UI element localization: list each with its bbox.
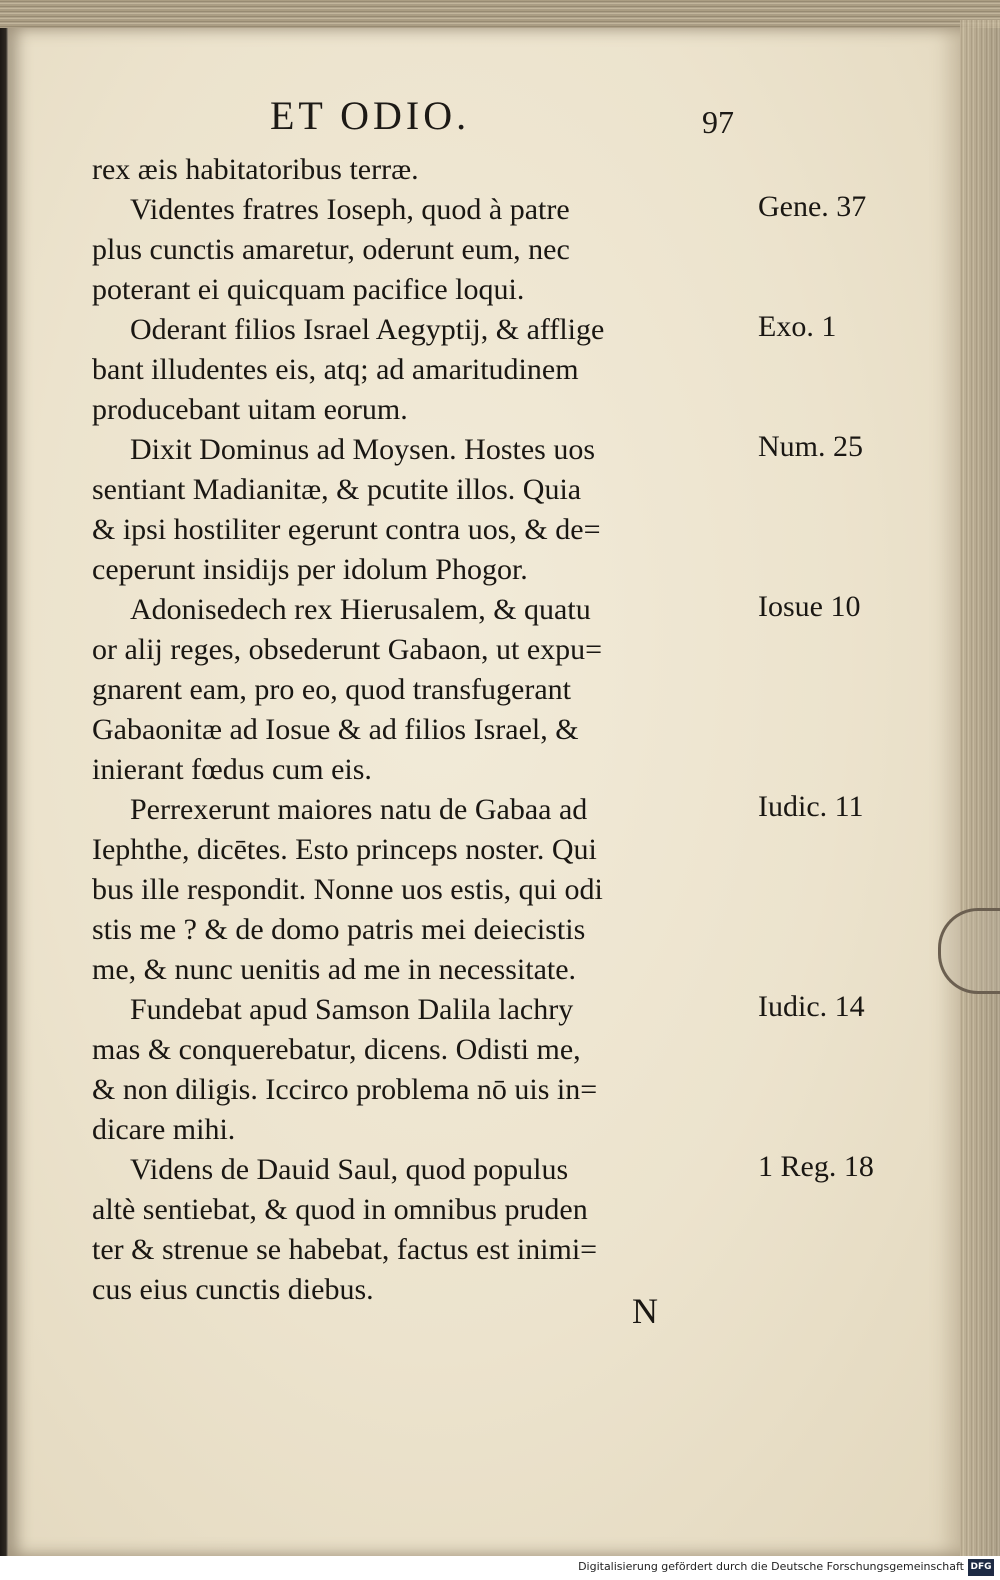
text-line: Fundebat apud Samson Dalila lachry bbox=[130, 993, 574, 1026]
text-line: poterant ei quicquam pacifice loqui. bbox=[92, 273, 525, 306]
page-number: 97 bbox=[702, 104, 734, 140]
text-line: dicare mihi. bbox=[92, 1113, 236, 1146]
margin-note: Exo. 1 bbox=[758, 310, 837, 343]
footer-bar bbox=[0, 1556, 1000, 1580]
text-line: ter & strenue se habebat, factus est inimi= bbox=[92, 1233, 598, 1266]
text-line: Adonisedech rex Hierusalem, & quatu bbox=[130, 593, 591, 626]
text-line: producebant uitam eorum. bbox=[92, 393, 408, 426]
text-line: ceperunt insidijs per idolum Phogor. bbox=[92, 553, 528, 586]
text-line: Dixit Dominus ad Moysen. Hostes uos bbox=[130, 433, 595, 466]
catchword: N bbox=[632, 1291, 658, 1331]
text-line: plus cunctis amaretur, oderunt eum, nec bbox=[92, 233, 570, 266]
margin-note: Iudic. 14 bbox=[758, 990, 865, 1023]
book-top-edge bbox=[0, 0, 1000, 28]
text-line: Perrexerunt maiores natu de Gabaa ad bbox=[130, 793, 588, 826]
text-line: Iephthe, dicētes. Esto princeps noster. Qui bbox=[92, 833, 597, 866]
text-line: me, & nunc uenitis ad me in necessitate. bbox=[92, 953, 577, 986]
dfg-logo: DFG bbox=[968, 1559, 994, 1576]
text-line: or alij reges, obsederunt Gabaon, ut expu= bbox=[92, 633, 603, 666]
text-line: Gabaonitæ ad Iosue & ad filios Israel, & bbox=[92, 713, 579, 746]
body-text bbox=[92, 150, 752, 1310]
margin-note: Iosue 10 bbox=[758, 590, 861, 623]
text-line: rex æis habitatoribus terræ. bbox=[92, 153, 419, 186]
text-line: Videntes fratres Ioseph, quod à patre bbox=[130, 193, 570, 226]
text-line: mas & conquerebatur, dicens. Odisti me, bbox=[92, 1033, 581, 1066]
text-line: sentiant Madianitæ, & pcutite illos. Quia bbox=[92, 473, 582, 506]
running-head: ET ODIO. bbox=[270, 93, 471, 138]
text-line: Videns de Dauid Saul, quod populus bbox=[130, 1153, 569, 1186]
text-line: & non diligis. Iccirco problema nō uis in= bbox=[92, 1073, 598, 1106]
text-line: cus eius cunctis diebus. bbox=[92, 1273, 374, 1306]
text-line: stis me ? & de domo patris mei deiecistis bbox=[92, 913, 586, 946]
text-line: bus ille respondit. Nonne uos estis, qui odi bbox=[92, 873, 603, 906]
text-line: & ipsi hostiliter egerunt contra uos, & de= bbox=[92, 513, 601, 546]
book-page-edges bbox=[960, 20, 1000, 1560]
funding-credit: Digitalisierung gefördert durch die Deutsche Forschungsgemeinschaft bbox=[578, 1560, 964, 1573]
text-line: gnarent eam, pro eo, quod transfugerant bbox=[92, 673, 571, 706]
text-line: Oderant filios Israel Aegyptij, & afflige bbox=[130, 313, 605, 346]
margin-note: Num. 25 bbox=[758, 430, 863, 463]
book-clasp bbox=[938, 908, 1000, 994]
margin-note: Gene. 37 bbox=[758, 190, 867, 223]
text-line: bant illudentes eis, atq; ad amaritudinem bbox=[92, 353, 579, 386]
margin-note: Iudic. 11 bbox=[758, 790, 864, 823]
text-line: inierant fœdus cum eis. bbox=[92, 753, 372, 786]
text-line: altè sentiebat, & quod in omnibus pruden bbox=[92, 1193, 588, 1226]
margin-note: 1 Reg. 18 bbox=[758, 1150, 874, 1183]
